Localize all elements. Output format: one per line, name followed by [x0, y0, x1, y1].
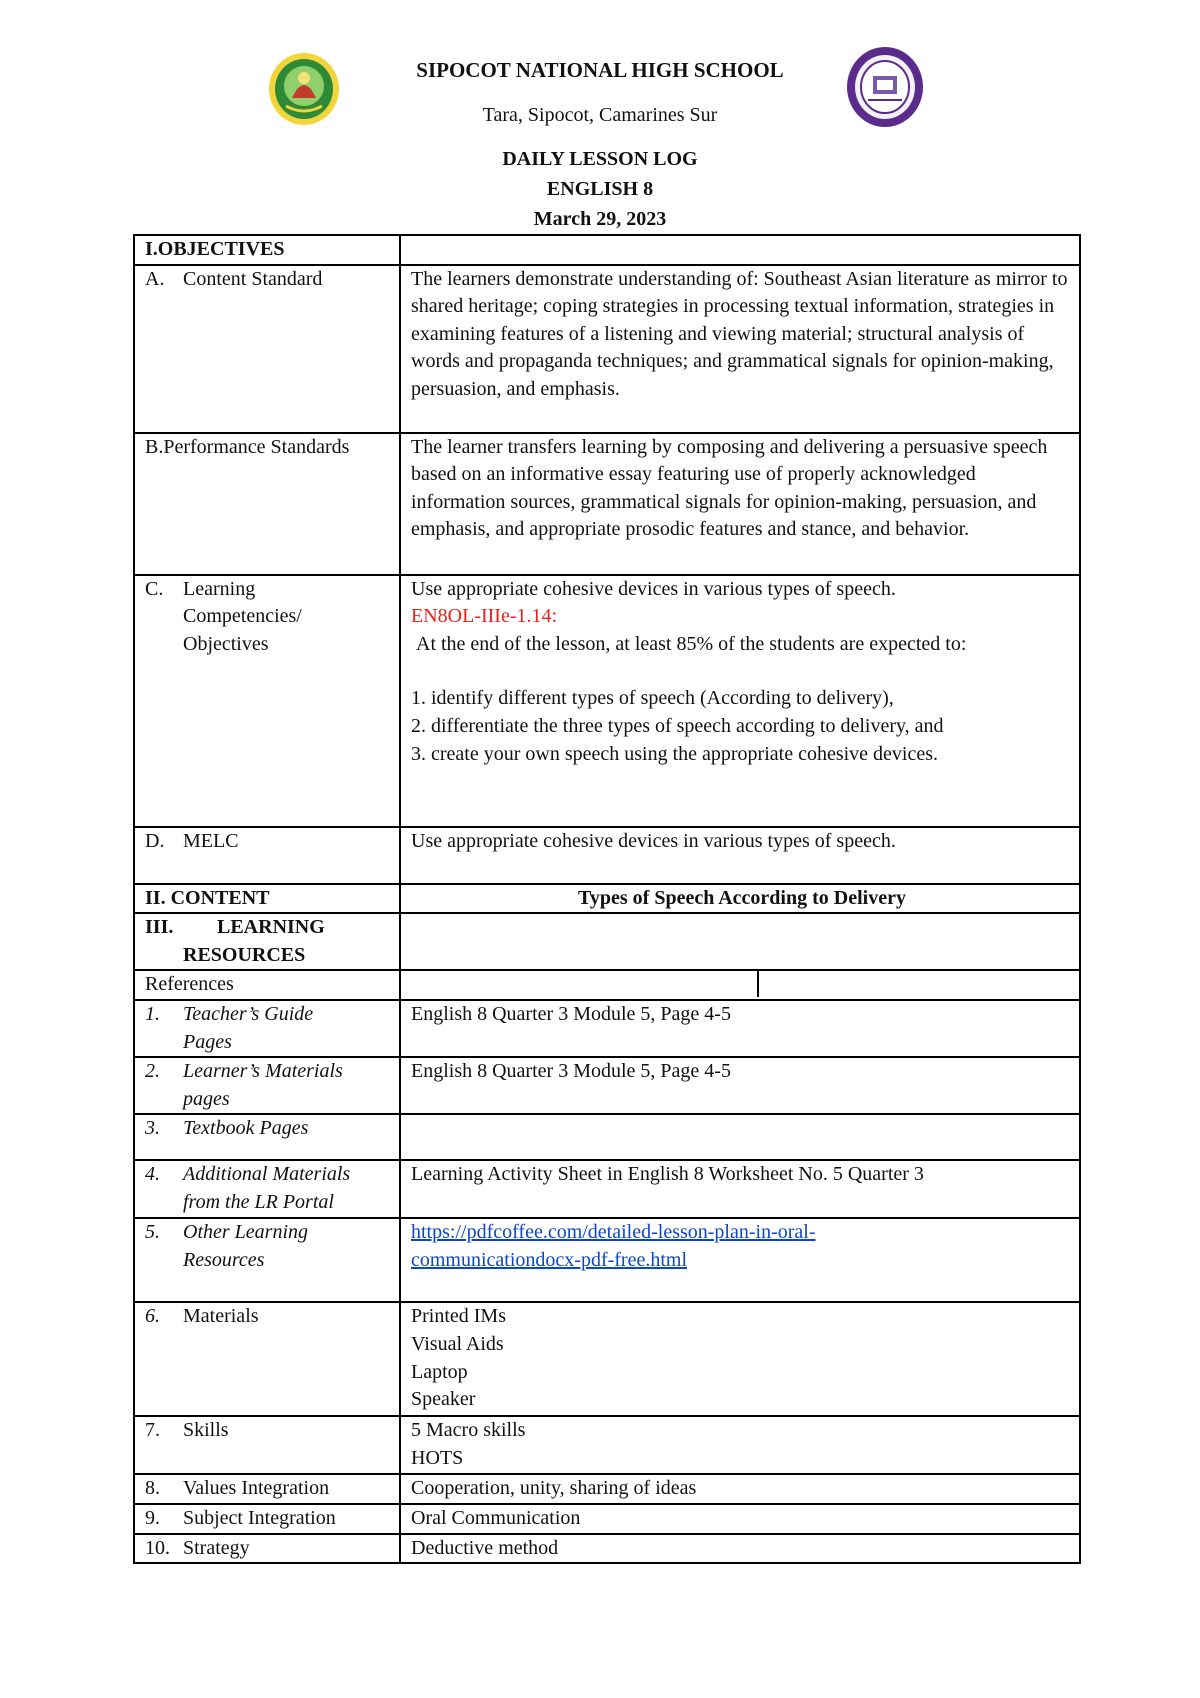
table-row [134, 265, 1080, 433]
document-header [0, 0, 1200, 232]
performance-standards-label: B.Performance Standards [134, 433, 400, 575]
list-item: 3. create your own speech using the appropriate cohesive devices. [411, 742, 939, 765]
lesson-log-table [133, 234, 1081, 1564]
list-item: 5 Macro skills [411, 1419, 526, 1442]
subject-integration-label: 9. Subject Integration [134, 1504, 400, 1534]
textbook-text [400, 1114, 1080, 1160]
teachers-guide-text: English 8 Quarter 3 Module 5, Page 4-5 [400, 1000, 1080, 1057]
content-standard-label: A. Content Standard [134, 265, 400, 433]
competencies-lead: At the end of the lesson, at least 85% of the students are expected to: [411, 632, 967, 655]
table-row [134, 1218, 1080, 1302]
references-label: References [134, 970, 400, 1000]
table-row [134, 1416, 1080, 1474]
list-item: Printed IMs [411, 1305, 506, 1328]
table-row [134, 1474, 1080, 1504]
table-row [134, 1534, 1080, 1564]
learners-materials-label: 2. Learner’s Materials pages [134, 1057, 400, 1114]
strategy-label: 10. Strategy [134, 1534, 400, 1564]
school-address: Tara, Sipocot, Camarines Sur [482, 104, 718, 126]
content-value: Types of Speech According to Delivery [400, 884, 1080, 914]
performance-standards-text: The learner transfers learning by composing and delivering a persuasive speech based on an informative essay featuring use of properly acknowledged information sources, grammatical signals for opinion-making, persuasion, and emphasis, and appropriate prosodic features and stance, and behavior. [400, 433, 1080, 575]
learners-materials-text: English 8 Quarter 3 Module 5, Page 4-5 [400, 1057, 1080, 1114]
resource-link[interactable]: https://pdfcoffee.com/detailed-lesson-plan-in-oral- communicationdocx-pdf-free.html [411, 1221, 816, 1271]
table-row [134, 575, 1080, 827]
teachers-guide-label: 1. Teacher’s Guide Pages [134, 1000, 400, 1057]
values-integration-text: Cooperation, unity, sharing of ideas [400, 1474, 1080, 1504]
references-value [400, 970, 1080, 1000]
list-item: 2. differentiate the three types of speech according to delivery, and [411, 714, 944, 737]
materials-label: 6. Materials [134, 1302, 400, 1416]
table-row [134, 1504, 1080, 1534]
list-item: 1. identify different types of speech (According to delivery), [411, 687, 894, 710]
table-row [134, 970, 1080, 1000]
competencies-label: C. Learning Competencies/ Objectives [134, 575, 400, 827]
table-row [134, 235, 1080, 265]
table-row [134, 1000, 1080, 1057]
values-integration-label: 8. Values Integration [134, 1474, 400, 1504]
skills-list [400, 1416, 1080, 1474]
additional-materials-label: 4. Additional Materials from the LR Portal [134, 1160, 400, 1218]
table-row [134, 884, 1080, 914]
additional-materials-text: Learning Activity Sheet in English 8 Worksheet No. 5 Quarter 3 [400, 1160, 1080, 1218]
list-item: Visual Aids [411, 1332, 504, 1355]
table-row [134, 1057, 1080, 1114]
table-row [134, 1302, 1080, 1416]
list-item: Laptop [411, 1360, 468, 1383]
list-item: Speaker [411, 1388, 476, 1411]
melc-text: Use appropriate cohesive devices in various types of speech. [400, 827, 1080, 884]
textbook-label: 3. Textbook Pages [134, 1114, 400, 1160]
lesson-date: March 29, 2023 [533, 208, 667, 230]
objectives-heading: I.OBJECTIVES [134, 235, 400, 265]
objectives-heading-value [400, 235, 1080, 265]
strategy-text: Deductive method [400, 1534, 1080, 1564]
melc-label: D. MELC [134, 827, 400, 884]
resources-heading: III. LEARNING RESOURCES [134, 913, 400, 970]
resources-heading-value [400, 913, 1080, 970]
table-row [134, 433, 1080, 575]
table-row [134, 1114, 1080, 1160]
skills-label: 7. Skills [134, 1416, 400, 1474]
document-title: DAILY LESSON LOG [502, 148, 698, 170]
other-resources-label: 5. Other Learning Resources [134, 1218, 400, 1302]
content-standard-text: The learners demonstrate understanding of: Southeast Asian literature as mirror to shared heritage; coping strategies in processing textual information, strategies in examining features of a listening and viewing material; structural analysis of words and propaganda techniques; and grammatical signals for opinion-making, persuasion, and emphasis. [400, 265, 1080, 433]
list-item: HOTS [411, 1446, 464, 1469]
table-row [134, 827, 1080, 884]
table-row [134, 913, 1080, 970]
materials-list [400, 1302, 1080, 1416]
subject-integration-text: Oral Communication [400, 1504, 1080, 1534]
school-name: SIPOCOT NATIONAL HIGH SCHOOL [416, 58, 784, 82]
competencies-text [400, 575, 1080, 827]
content-heading: II. CONTENT [134, 884, 400, 914]
competencies-intro: Use appropriate cohesive devices in various types of speech. [411, 577, 896, 600]
other-resources-link[interactable] [400, 1218, 1080, 1302]
competency-code: EN8OL-IIIe-1.14: [411, 605, 558, 628]
table-row [134, 1160, 1080, 1218]
subject-title: ENGLISH 8 [546, 178, 654, 200]
